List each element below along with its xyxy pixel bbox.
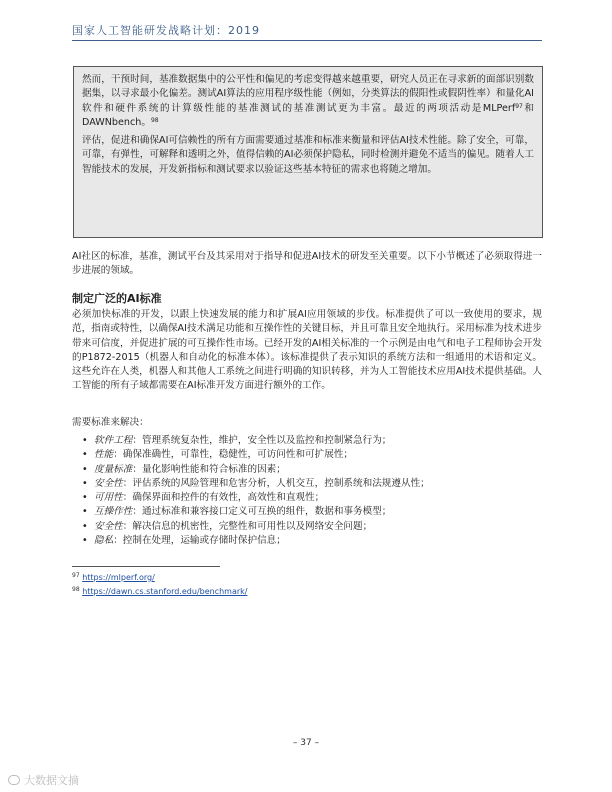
- bullet-icon: •: [82, 463, 88, 475]
- list-item-term: 性能: [94, 449, 114, 461]
- list-item-desc: ：量化影响性能和符合标准的因素；: [132, 463, 286, 475]
- header-rule: [72, 40, 542, 41]
- intro-paragraph: AI社区的标准，基准，测试平台及其采用对于指导和促进AI技术的研发至关重要。以下小节概述了必须取得进一步进展的领域。: [72, 251, 542, 277]
- footnote-rule: [72, 566, 220, 567]
- list-item-desc: ：确保准确性，可靠性，稳健性，可访问性和可扩展性；: [113, 449, 354, 461]
- list-item-term: 软件工程: [94, 435, 133, 446]
- bullet-icon: •: [82, 449, 88, 461]
- list-item-term: 互操作性: [94, 506, 133, 518]
- footnote-link-dawnbench[interactable]: https://dawn.cs.stanford.edu/benchmark/: [82, 587, 248, 596]
- chat-bubble-icon: [8, 775, 20, 785]
- section-paragraph: 必须加快标准的开发，以跟上快速发展的能力和扩展AI应用领域的步伐。标准提供了可以一致使用的要求，规范，指南或特性，以确保AI技术满足功能和互操作性的关键目标，并且可靠且安全地执行。采用标准为技术进步带来可信度，并促进扩展的可互操作性市场。已经开发的AI相关标准的一个示例是由电气和电子工程师协会开发的P1872-2015（机器人和自动化的标准本体）。该标准提供了表示知识的系统方法和一组通用的术语和定义。这些允许在人类，机器人和其他人工系统之间进行明确的知识转移，并为人工智能技术应用AI技术提供基础。人工智能的所有子域都需要在AI标准开发方面进行额外的工作。: [72, 309, 542, 392]
- watermark: [8, 772, 79, 788]
- list-item: [82, 491, 542, 505]
- list-item: [82, 534, 542, 548]
- needs-intro: 需要标准来解决：: [72, 417, 149, 428]
- list-item: [82, 520, 542, 534]
- list-item-desc: ：通过标准和兼容接口定义可互换的组件，数据和事务模型；: [132, 506, 392, 518]
- list-item: [82, 463, 542, 477]
- bullet-icon: •: [82, 506, 88, 518]
- needs-list: [82, 434, 542, 548]
- watermark-text: 大数据文摘: [24, 774, 79, 787]
- list-item-desc: ：确保界面和控件的有效性，高效性和直观性；: [122, 492, 325, 504]
- list-item-desc: ：解决信息的机密性，完整性和可用性以及网络安全问题；: [122, 520, 373, 532]
- list-item: [82, 434, 542, 448]
- page-number: – 37 –: [292, 738, 320, 748]
- callout-text-a: 然而，干预时间，基准数据集中的公平性和偏见的考虑变得越来越重要，研究人员正在寻求新的面部识别数据集，以寻求最小化偏差。测试AI算法的应用程序级性能（例如，分类算法的假阳性或假阴性率）和量化AI软件和硬件系统的计算级性能的基准测试的基准测试更为丰富。最近的两项活动是MLPerf: [82, 74, 534, 114]
- bullet-icon: •: [82, 520, 88, 532]
- footnote-number: 97: [72, 572, 80, 579]
- bullet-icon: •: [82, 435, 88, 446]
- callout-box: [73, 66, 543, 238]
- footnote-number: 98: [72, 586, 80, 593]
- footnote-98: [72, 586, 247, 596]
- list-item-desc: ：控制在处理，运输或存储时保护信息；: [113, 535, 286, 547]
- list-item-desc: ：管理系统复杂性，维护，安全性以及监控和控制紧急行为；: [132, 435, 392, 446]
- list-item-term: 隐私: [94, 535, 114, 547]
- list-item-term: 度量标准: [94, 463, 133, 475]
- bullet-icon: •: [82, 535, 88, 547]
- callout-text-b: 和DAWNbench。: [82, 102, 534, 128]
- list-item-desc: ：评估系统的风险管理和危害分析，人机交互，控制系统和法规遵从性；: [122, 477, 430, 489]
- list-item: [82, 477, 542, 491]
- footnote-ref-97[interactable]: 97: [515, 102, 523, 110]
- footnote-ref-98[interactable]: 98: [150, 116, 159, 124]
- footnote-link-mlperf[interactable]: https://mlperf.org/: [82, 573, 155, 582]
- running-header: 国家人工智能研发战略计划：2019: [72, 24, 260, 37]
- section-heading: 制定广泛的AI标准: [72, 292, 162, 305]
- bullet-icon: •: [82, 492, 88, 504]
- list-item-term: 安全性: [94, 520, 123, 532]
- callout-paragraph-1: [82, 73, 534, 130]
- bullet-icon: •: [82, 477, 88, 489]
- list-item-term: 可用性: [94, 492, 123, 504]
- list-item: [82, 448, 542, 462]
- footnote-97: [72, 572, 155, 582]
- callout-paragraph-2: 评估，促进和确保AI可信赖性的所有方面需要通过基准和标准来衡量和评估AI技术性能。除了安全，可靠，可靠，有弹性，可解释和透明之外，值得信赖的AI必须保护隐私，同时检测并避免不适当的偏见。随着人工智能技术的发展，开发新指标和测试要求以验证这些基本特征的需求也将随之增加。: [82, 135, 534, 175]
- list-item-term: 安全性: [94, 477, 123, 489]
- list-item: [82, 505, 542, 519]
